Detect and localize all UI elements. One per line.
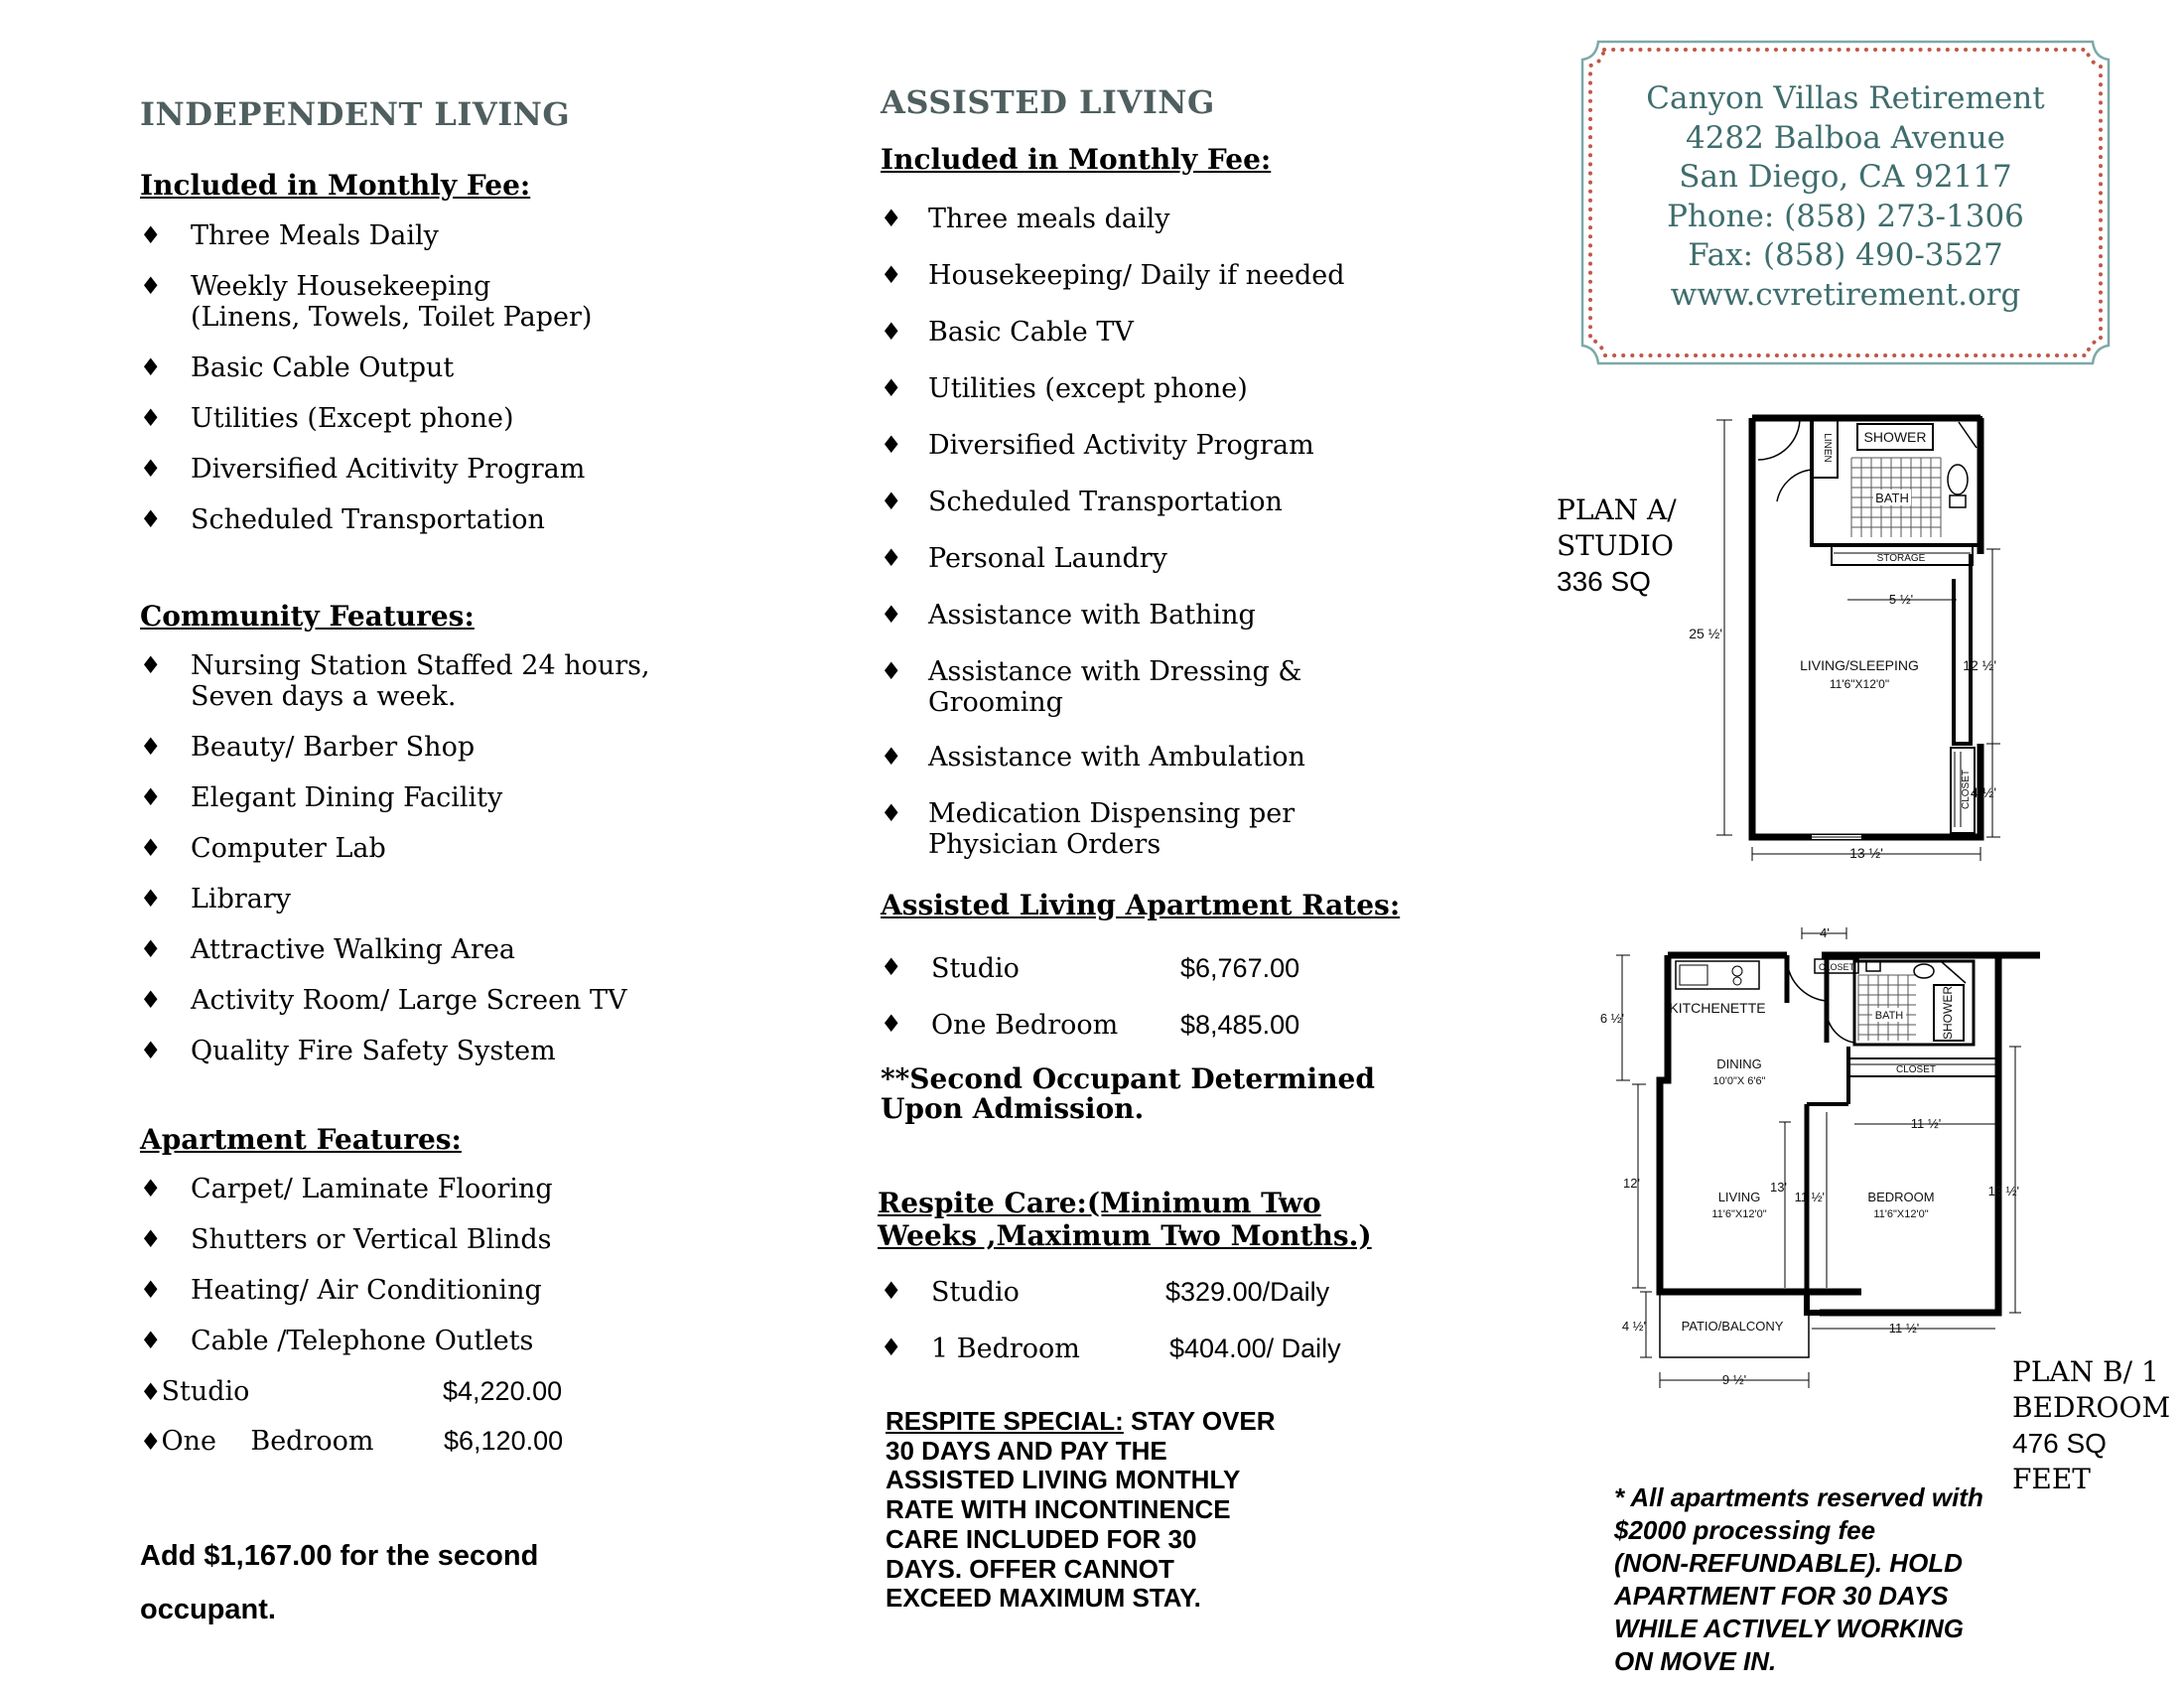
diamond-bullet-icon: ♦ [881,601,902,629]
respite-care-heading [878,1187,1473,1252]
apartment-features-section [140,1123,696,1156]
plan-a-title: PLAN A/ [1557,493,1677,526]
diamond-bullet-icon: ♦ [140,455,162,483]
list-item: ♦ Heating/ Air Conditioning [140,1275,542,1306]
diamond-bullet-icon: ♦ [140,1276,162,1304]
closet-mid-label: CLOSET [1895,1064,1937,1075]
reservation-footnote [1614,1481,2031,1678]
list-item: ♦ Utilities (except phone) [881,373,1248,404]
living-label: LIVING [1717,1190,1761,1204]
second-occupant-line: Add $1,167.00 for the second [140,1540,539,1572]
independent-rate-studio [140,1376,616,1407]
contact-info-box [1576,36,2115,369]
list-item: ♦ Nursing Station Staffed 24 hours, Seven days a week. [140,650,650,712]
footnote-line: ON MOVE IN. [1614,1646,1777,1676]
second-occupant-line: occupant. [140,1594,276,1625]
diamond-bullet-icon: ♦ [881,431,902,459]
diamond-bullet-icon: ♦ [140,783,162,811]
list-item: ♦ Diversified Acitivity Program [140,454,586,485]
bedroom-label: BEDROOM [1867,1190,1935,1204]
facility-name: Canyon Villas Retirement [1646,80,2045,116]
diamond-bullet-icon: ♦ [140,404,162,432]
plan-b-right-height-dim: 13 ½' [1987,1184,2019,1198]
diamond-bullet-icon: ♦ [140,272,162,300]
special-line: CARE INCLUDED FOR 30 [886,1523,1197,1554]
list-item: ♦ Personal Laundry [881,543,1167,574]
special-line: EXCEED MAXIMUM STAY. [886,1583,1201,1614]
apartment-features-list [140,1174,696,1376]
assisted-living-title: ASSISTED LIVING [881,83,1215,121]
list-item: ♦ Library [140,884,292,914]
plan-b-center-height-dim: 13' [1770,1180,1787,1195]
independent-included-section [140,169,696,202]
plan-a-right-lower-dim: 4 ½' [1970,784,1996,800]
diamond-bullet-icon: ♦ [140,1327,162,1354]
plan-b-label [2012,1354,2170,1497]
footnote-line: * All apartments reserved with [1614,1482,1983,1512]
diamond-bullet-icon: ♦ [881,1010,902,1038]
rate-label: One Bedroom [161,1426,374,1457]
list-item: ♦ Carpet/ Laminate Flooring [140,1174,553,1204]
list-item: ♦ Three meals daily [881,204,1170,234]
diamond-bullet-icon: ♦ [881,1277,902,1305]
list-item: ♦ Assistance with Dressing & Grooming [881,656,1302,718]
second-occupant-note [140,1529,696,1636]
plan-a-floor-plan [1689,410,2000,867]
list-item: ♦ Beauty/ Barber Shop [140,732,476,763]
note-line: **Second Occupant Determined [881,1062,1375,1095]
special-line: RATE WITH INCONTINENCE [886,1494,1231,1525]
special-line: ASSISTED LIVING MONTHLY [886,1465,1241,1495]
special-line: DAYS. OFFER CANNOT [886,1553,1174,1584]
plan-b-type: BEDROOM [2012,1391,2171,1424]
plan-b-patio-width-dim: 9 ½' [1721,1372,1747,1387]
list-item: ♦ Computer Lab [140,833,386,864]
diamond-bullet-icon: ♦ [881,657,902,685]
note-line: Upon Admission. [881,1092,1145,1125]
shower-label: SHOWER [1863,429,1927,445]
footnote-line: WHILE ACTIVELY WORKING [1614,1614,1964,1643]
rate-label: Studio [931,1277,1020,1308]
list-item: ♦ Three Meals Daily [140,220,439,251]
diamond-bullet-icon: ♦ [140,1428,162,1456]
patio-label: PATIO/BALCONY [1681,1319,1784,1334]
footnote-line: $2000 processing fee [1614,1515,1876,1545]
diamond-bullet-icon: ♦ [881,488,902,515]
list-item: ♦ Basic Cable TV [881,317,1134,348]
diamond-bullet-icon: ♦ [881,261,902,289]
rate-amount: $6,767.00 [1180,953,1300,983]
assisted-included-list [881,204,1476,884]
plan-b-bottom-width-dim: 11 ½' [1888,1321,1920,1336]
respite-heading-line: Respite Care:(Minimum Two [878,1187,1321,1219]
rate-amount: $329.00/Daily [1165,1277,1330,1307]
kitchenette-label: KITCHENETTE [1669,1000,1766,1016]
list-item: ♦ Quality Fire Safety System [140,1036,556,1066]
fax-number: Fax: (858) 490-3527 [1688,237,2003,273]
plan-a-type: STUDIO [1557,529,1674,562]
independent-living-title: INDEPENDENT LIVING [140,95,571,133]
assisted-rates-section [881,889,1476,921]
plan-b-shower-label: SHOWER [1941,986,1955,1040]
rate-label: 1 Bedroom [931,1334,1080,1364]
diamond-bullet-icon: ♦ [140,651,162,679]
list-item: ♦ Activity Room/ Large Screen TV [140,985,627,1016]
list-item: ♦ Weekly Housekeeping (Linens, Towels, Toilet Paper) [140,271,593,333]
independent-included-heading: Included in Monthly Fee: [140,169,531,202]
plan-b-kitchen-height-dim: 6 ½' [1599,1011,1624,1026]
list-item: ♦ Housekeeping/ Daily if needed [881,260,1345,291]
independent-rate-one-bedroom [140,1426,616,1457]
diamond-bullet-icon: ♦ [140,834,162,862]
plan-b-living-height-dim: 12' [1623,1176,1640,1191]
diamond-bullet-icon: ♦ [881,1334,902,1361]
living-sleeping-label: LIVING/SLEEPING [1800,657,1919,673]
assisted-included-section [881,143,1436,176]
assisted-living-column [881,83,1436,121]
special-line: 30 DAYS AND PAY THE [886,1435,1167,1466]
storage-width-dim: 5 ½' [1888,592,1914,607]
list-item: ♦ Cable /Telephone Outlets [140,1326,534,1356]
city-state-zip: San Diego, CA 92117 [1679,159,2012,195]
diamond-bullet-icon: ♦ [140,1175,162,1202]
rate-amount: $4,220.00 [443,1376,563,1406]
plan-b-bed-width-dim: 11 ½' [1910,1116,1942,1131]
special-line [886,1407,1322,1437]
dining-dims: 10'0"X 6'6" [1712,1075,1766,1087]
diamond-bullet-icon: ♦ [140,733,162,761]
plan-a-height-dim: 25 ½' [1689,626,1722,641]
list-item: ♦ Utilities (Except phone) [140,403,514,434]
plan-b-size-unit: FEET [2012,1463,2091,1495]
diamond-bullet-icon: ♦ [140,221,162,249]
plan-a-right-upper-dim: 12 ½' [1963,657,1996,673]
linen-label: LINEN [1822,433,1833,463]
street-address: 4282 Balboa Avenue [1685,119,2006,156]
plan-a-label [1557,492,1677,600]
rate-amount: $404.00/ Daily [1169,1334,1341,1363]
apartment-features-heading: Apartment Features: [140,1123,462,1156]
rate-label: One Bedroom [931,1010,1119,1041]
plan-b-title: PLAN B/ 1 [2012,1355,2159,1388]
diamond-bullet-icon: ♦ [881,205,902,232]
list-item: ♦ Scheduled Transportation [881,487,1283,517]
footnote-line: (NON-REFUNDABLE). HOLD [1614,1548,1963,1578]
independent-living-column [140,95,696,133]
dining-label: DINING [1716,1056,1762,1071]
plan-b-bed-inner-height-dim: 11 ½' [1794,1190,1825,1204]
list-item: ♦ Diversified Activity Program [881,430,1314,461]
plan-b-size: 476 SQ [2012,1428,2107,1459]
assisted-rates-heading: Assisted Living Apartment Rates: [881,889,1401,921]
plan-b-top-dim: 4' [1820,925,1830,940]
respite-special-label: RESPITE SPECIAL: [886,1406,1124,1436]
community-features-list [140,650,736,1086]
plan-a-width-dim: 13 ½' [1849,845,1883,861]
plan-b-floor-plan [1588,914,2019,1410]
diamond-bullet-icon: ♦ [881,544,902,572]
diamond-bullet-icon: ♦ [881,374,902,402]
phone-number[interactable]: Phone: (858) 273-1306 [1667,198,2024,234]
bedroom-dims: 11'6"X12'0" [1873,1208,1929,1220]
list-item: ♦ Assistance with Ambulation [881,742,1305,773]
rate-label: Studio [931,953,1020,984]
diamond-bullet-icon: ♦ [140,1225,162,1253]
closet-label: CLOSET [1961,769,1972,810]
storage-label: STORAGE [1876,553,1926,564]
independent-included-list [140,220,696,555]
living-dims: 11'6"X12'0" [1711,1208,1767,1220]
list-item: ♦ Shutters or Vertical Blinds [140,1224,552,1255]
living-sleeping-dims: 11'6"X12'0" [1829,677,1890,691]
plan-b-bath-label: BATH [1874,1010,1904,1022]
list-item: ♦ Elegant Dining Facility [140,782,503,813]
closet-top-label: CLOSET [1818,962,1855,972]
diamond-bullet-icon: ♦ [881,318,902,346]
list-item: ♦ Assistance with Bathing [881,600,1256,631]
diamond-bullet-icon: ♦ [140,986,162,1014]
respite-special-block [886,1407,1322,1614]
special-text: STAY OVER [1123,1406,1276,1436]
diamond-bullet-icon: ♦ [140,1378,162,1406]
community-features-section [140,600,696,633]
diamond-bullet-icon: ♦ [140,885,162,913]
footnote-line: APARTMENT FOR 30 DAYS [1614,1581,1949,1611]
rate-amount: $8,485.00 [1180,1010,1300,1040]
rate-amount: $6,120.00 [444,1426,564,1456]
plan-a-size: 336 SQ [1557,566,1651,597]
diamond-bullet-icon: ♦ [140,505,162,533]
diamond-bullet-icon: ♦ [881,799,902,827]
list-item: ♦ Scheduled Transportation [140,504,545,535]
contact-lines [1576,79,2115,315]
respite-heading-line: Weeks ,Maximum Two Months.) [878,1219,1372,1252]
diamond-bullet-icon: ♦ [140,1037,162,1064]
assisted-included-heading: Included in Monthly Fee: [881,143,1272,176]
list-item: ♦ Basic Cable Output [140,352,455,383]
diamond-bullet-icon: ♦ [140,353,162,381]
diamond-bullet-icon: ♦ [881,953,902,981]
bath-label: BATH [1875,491,1909,505]
diamond-bullet-icon: ♦ [140,935,162,963]
list-item: ♦ Medication Dispensing per Physician Orders [881,798,1296,860]
website-link[interactable]: www.cvretirement.org [1670,276,2021,313]
rate-label: Studio [161,1376,250,1407]
plan-b-patio-height-dim: 4 ½' [1621,1319,1646,1334]
second-occupant-determined-note [881,1064,1476,1124]
community-features-heading: Community Features: [140,600,475,633]
diamond-bullet-icon: ♦ [881,743,902,771]
list-item: ♦ Attractive Walking Area [140,934,516,965]
